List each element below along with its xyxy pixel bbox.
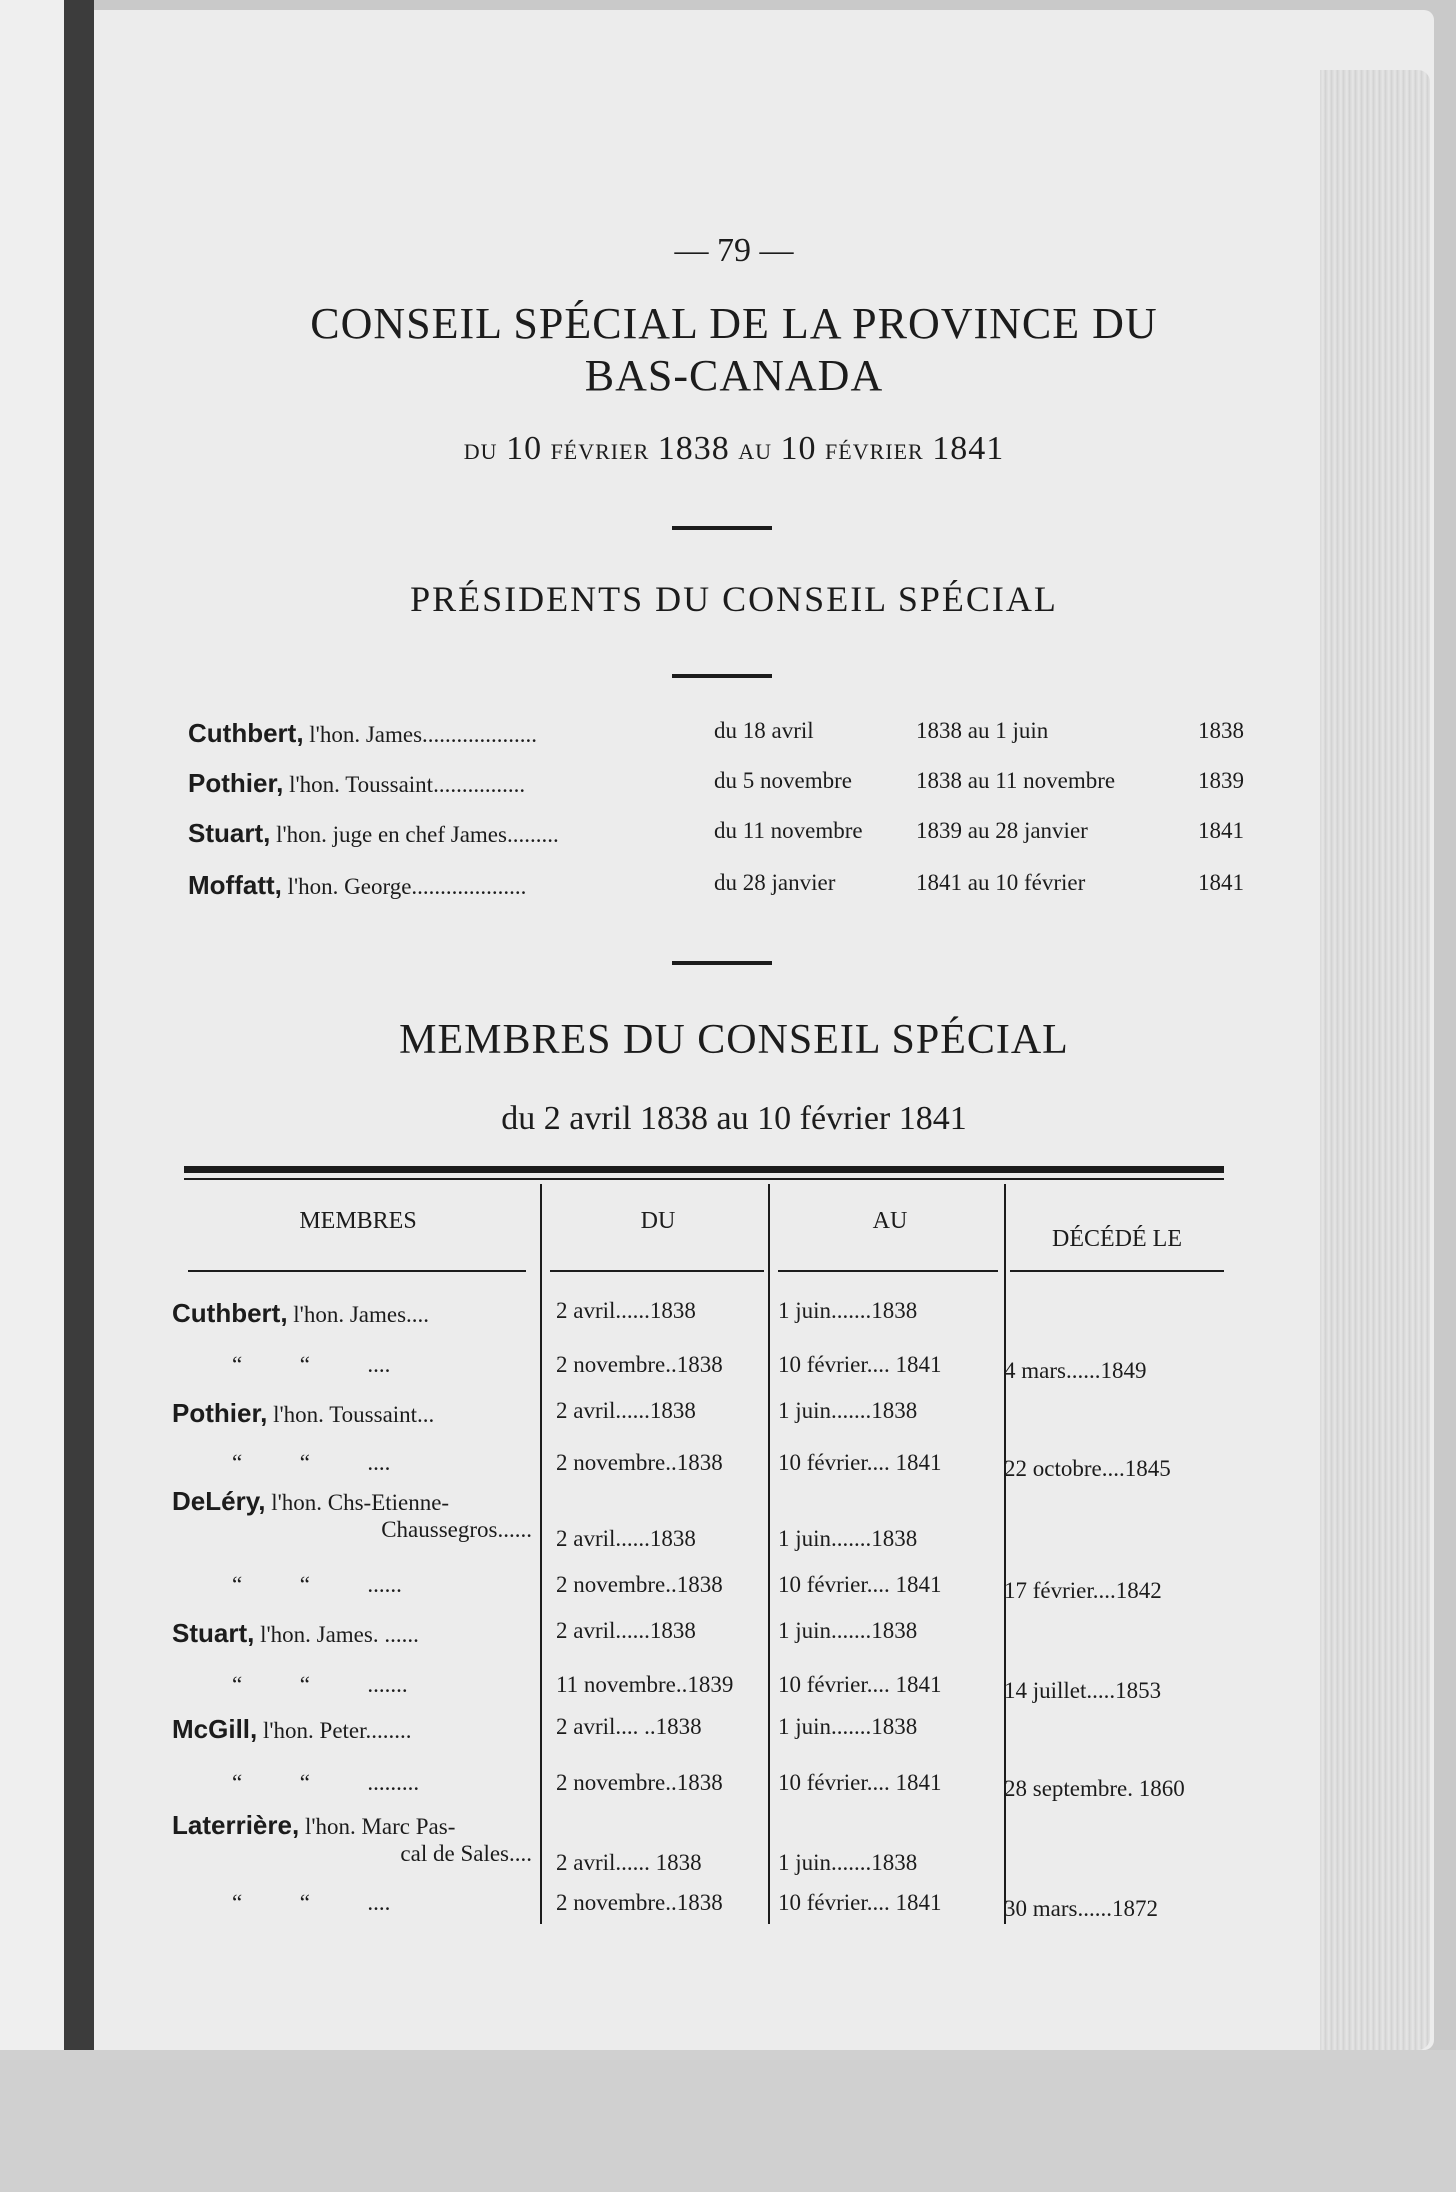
member-du: 11 novembre..1839	[556, 1672, 734, 1697]
left-margin	[0, 0, 72, 2192]
president-from: du 28 janvier	[714, 870, 836, 895]
member-title: l'hon. Peter........	[263, 1718, 412, 1743]
president-title: l'hon. juge en chef James	[276, 822, 507, 847]
member-du: 2 avril...... 1838	[556, 1850, 702, 1875]
date-day-2: 10	[780, 430, 817, 467]
member-au: 10 février.... 1841	[778, 1352, 942, 1377]
president-from: du 18 avril	[714, 718, 814, 743]
president-name	[188, 718, 537, 749]
member-decede: 14 juillet.....1853	[1004, 1678, 1162, 1703]
divider-1	[672, 526, 772, 530]
president-end-year: 1841	[1198, 818, 1244, 843]
member-au: 1 juin.......1838	[778, 1298, 918, 1323]
book-spine	[64, 0, 94, 2192]
president-to: 1838 au 11 novembre	[916, 768, 1116, 793]
president-surname: Cuthbert,	[188, 718, 304, 748]
member-ditto	[172, 1770, 592, 1796]
column-divider-1	[540, 1184, 542, 1924]
member-au: 1 juin.......1838	[778, 1618, 918, 1643]
column-divider-2	[768, 1184, 770, 1924]
member-decede: 22 octobre....1845	[1004, 1456, 1171, 1481]
presidents-heading: PRÉSIDENTS DU CONSEIL SPÉCIAL	[410, 579, 1058, 619]
date-du: DU	[463, 439, 498, 464]
member-surname: DeLéry,	[172, 1486, 266, 1516]
member-decede: 4 mars......1849	[1004, 1358, 1147, 1383]
member-ditto	[172, 1890, 592, 1916]
member-ditto-marks: “ “ .........	[232, 1770, 420, 1795]
header-underline-du	[550, 1270, 764, 1272]
president-name	[188, 870, 526, 901]
member-au: 10 février.... 1841	[778, 1572, 942, 1597]
members-heading: MEMBRES DU CONSEIL SPÉCIAL	[399, 1017, 1069, 1063]
president-row	[188, 870, 1248, 910]
president-title: l'hon. George	[287, 874, 412, 899]
member-name	[172, 1486, 532, 1543]
divider-2	[672, 674, 772, 678]
member-ditto-marks: “ “ ......	[232, 1572, 402, 1597]
president-surname: Pothier,	[188, 768, 284, 798]
member-ditto-marks: “ “ ....	[232, 1352, 391, 1377]
member-au: 10 février.... 1841	[778, 1770, 942, 1795]
president-end-year: 1841	[1198, 870, 1244, 895]
date-range	[94, 430, 1374, 468]
member-title: l'hon. James....	[293, 1302, 430, 1327]
member-ditto-marks: “ “ .......	[232, 1672, 408, 1697]
date-year-1: 1838	[657, 430, 730, 467]
member-name-continued: cal de Sales....	[400, 1841, 532, 1866]
member-name-continued: Chaussegros......	[381, 1517, 532, 1542]
member-ditto-marks: “ “ ....	[232, 1450, 391, 1475]
member-decede: 30 mars......1872	[1004, 1896, 1158, 1921]
member-au: 10 février.... 1841	[778, 1672, 942, 1697]
member-du: 2 novembre..1838	[556, 1770, 723, 1795]
member-name	[172, 1810, 532, 1867]
main-title	[94, 298, 1374, 402]
member-ditto-marks: “ “ ....	[232, 1890, 391, 1915]
date-month-2: FÉVRIER	[825, 439, 924, 464]
members-subheading: du 2 avril 1838 au 10 février 1841	[501, 1100, 967, 1137]
member-name	[172, 1714, 532, 1745]
president-title: l'hon. Toussaint	[289, 772, 434, 797]
column-divider-3	[1004, 1184, 1006, 1924]
member-surname: Stuart,	[172, 1618, 255, 1648]
member-du: 2 avril.... ..1838	[556, 1714, 702, 1739]
president-title: l'hon. James	[309, 722, 423, 747]
member-ditto	[172, 1672, 592, 1698]
main-title-line-2: BAS-CANADA	[584, 351, 884, 400]
member-surname: Laterrière,	[172, 1810, 300, 1840]
member-ditto	[172, 1352, 592, 1378]
member-au: 1 juin.......1838	[778, 1850, 918, 1875]
member-title: l'hon. Toussaint...	[273, 1402, 435, 1427]
member-au: 1 juin.......1838	[778, 1526, 918, 1551]
member-au: 10 février.... 1841	[778, 1890, 942, 1915]
member-name	[172, 1298, 532, 1329]
date-year-2: 1841	[932, 430, 1005, 467]
president-surname: Moffatt,	[188, 870, 282, 900]
member-au: 1 juin.......1838	[778, 1398, 918, 1423]
president-surname: Stuart,	[188, 818, 271, 848]
member-du: 2 novembre..1838	[556, 1450, 723, 1475]
president-leader-dots: ....................	[411, 874, 527, 899]
table-top-rule-thin	[184, 1178, 1224, 1180]
president-end-year: 1839	[1198, 768, 1244, 793]
president-to: 1839 au 28 janvier	[916, 818, 1088, 843]
president-leader-dots: .........	[506, 822, 559, 847]
member-du: 2 novembre..1838	[556, 1352, 723, 1377]
member-name	[172, 1398, 532, 1429]
main-title-line-1: CONSEIL SPÉCIAL DE LA PROVINCE DU	[310, 299, 1158, 348]
member-du: 2 avril......1838	[556, 1398, 696, 1423]
member-surname: McGill,	[172, 1714, 258, 1744]
president-leader-dots: ................	[433, 772, 526, 797]
date-au: AU	[738, 439, 773, 464]
member-du: 2 novembre..1838	[556, 1572, 723, 1597]
member-title: l'hon. James. ......	[260, 1622, 419, 1647]
divider-3	[672, 961, 772, 965]
president-end-year: 1838	[1198, 718, 1244, 743]
member-title: l'hon. Marc Pas-	[304, 1814, 456, 1839]
president-name	[188, 768, 525, 799]
member-ditto	[172, 1450, 592, 1476]
column-header-decede: DÉCÉDÉ LE	[1052, 1226, 1182, 1252]
president-leader-dots: ....................	[422, 722, 538, 747]
header-underline-decede	[1010, 1270, 1224, 1272]
president-from: du 5 novembre	[714, 768, 852, 793]
president-row	[188, 818, 1248, 858]
page-number: — 79 —	[674, 232, 794, 269]
column-header-membres: MEMBRES	[299, 1208, 417, 1234]
president-from: du 11 novembre	[714, 818, 863, 843]
bottom-shadow	[0, 2050, 1456, 2192]
header-underline-au	[778, 1270, 998, 1272]
president-to: 1841 au 10 février	[916, 870, 1086, 895]
member-du: 2 avril......1838	[556, 1298, 696, 1323]
member-du: 2 novembre..1838	[556, 1890, 723, 1915]
president-row	[188, 718, 1248, 758]
member-au: 10 février.... 1841	[778, 1450, 942, 1475]
member-du: 2 avril......1838	[556, 1618, 696, 1643]
table-top-rule	[184, 1166, 1224, 1173]
member-surname: Pothier,	[172, 1398, 268, 1428]
header-underline-membres	[188, 1270, 526, 1272]
member-surname: Cuthbert,	[172, 1298, 288, 1328]
column-header-au: AU	[872, 1208, 908, 1234]
date-month-1: FÉVRIER	[550, 439, 650, 464]
president-row	[188, 768, 1248, 808]
member-du: 2 avril......1838	[556, 1526, 696, 1551]
president-to: 1838 au 1 juin	[916, 718, 1049, 743]
member-decede: 28 septembre. 1860	[1004, 1776, 1185, 1801]
president-name	[188, 818, 559, 849]
member-ditto	[172, 1572, 592, 1598]
member-name	[172, 1618, 532, 1649]
date-day-1: 10	[506, 430, 543, 467]
column-header-du: DU	[640, 1208, 676, 1234]
member-decede: 17 février....1842	[1004, 1578, 1162, 1603]
member-au: 1 juin.......1838	[778, 1714, 918, 1739]
member-title: l'hon. Chs-Etienne-	[271, 1490, 450, 1515]
